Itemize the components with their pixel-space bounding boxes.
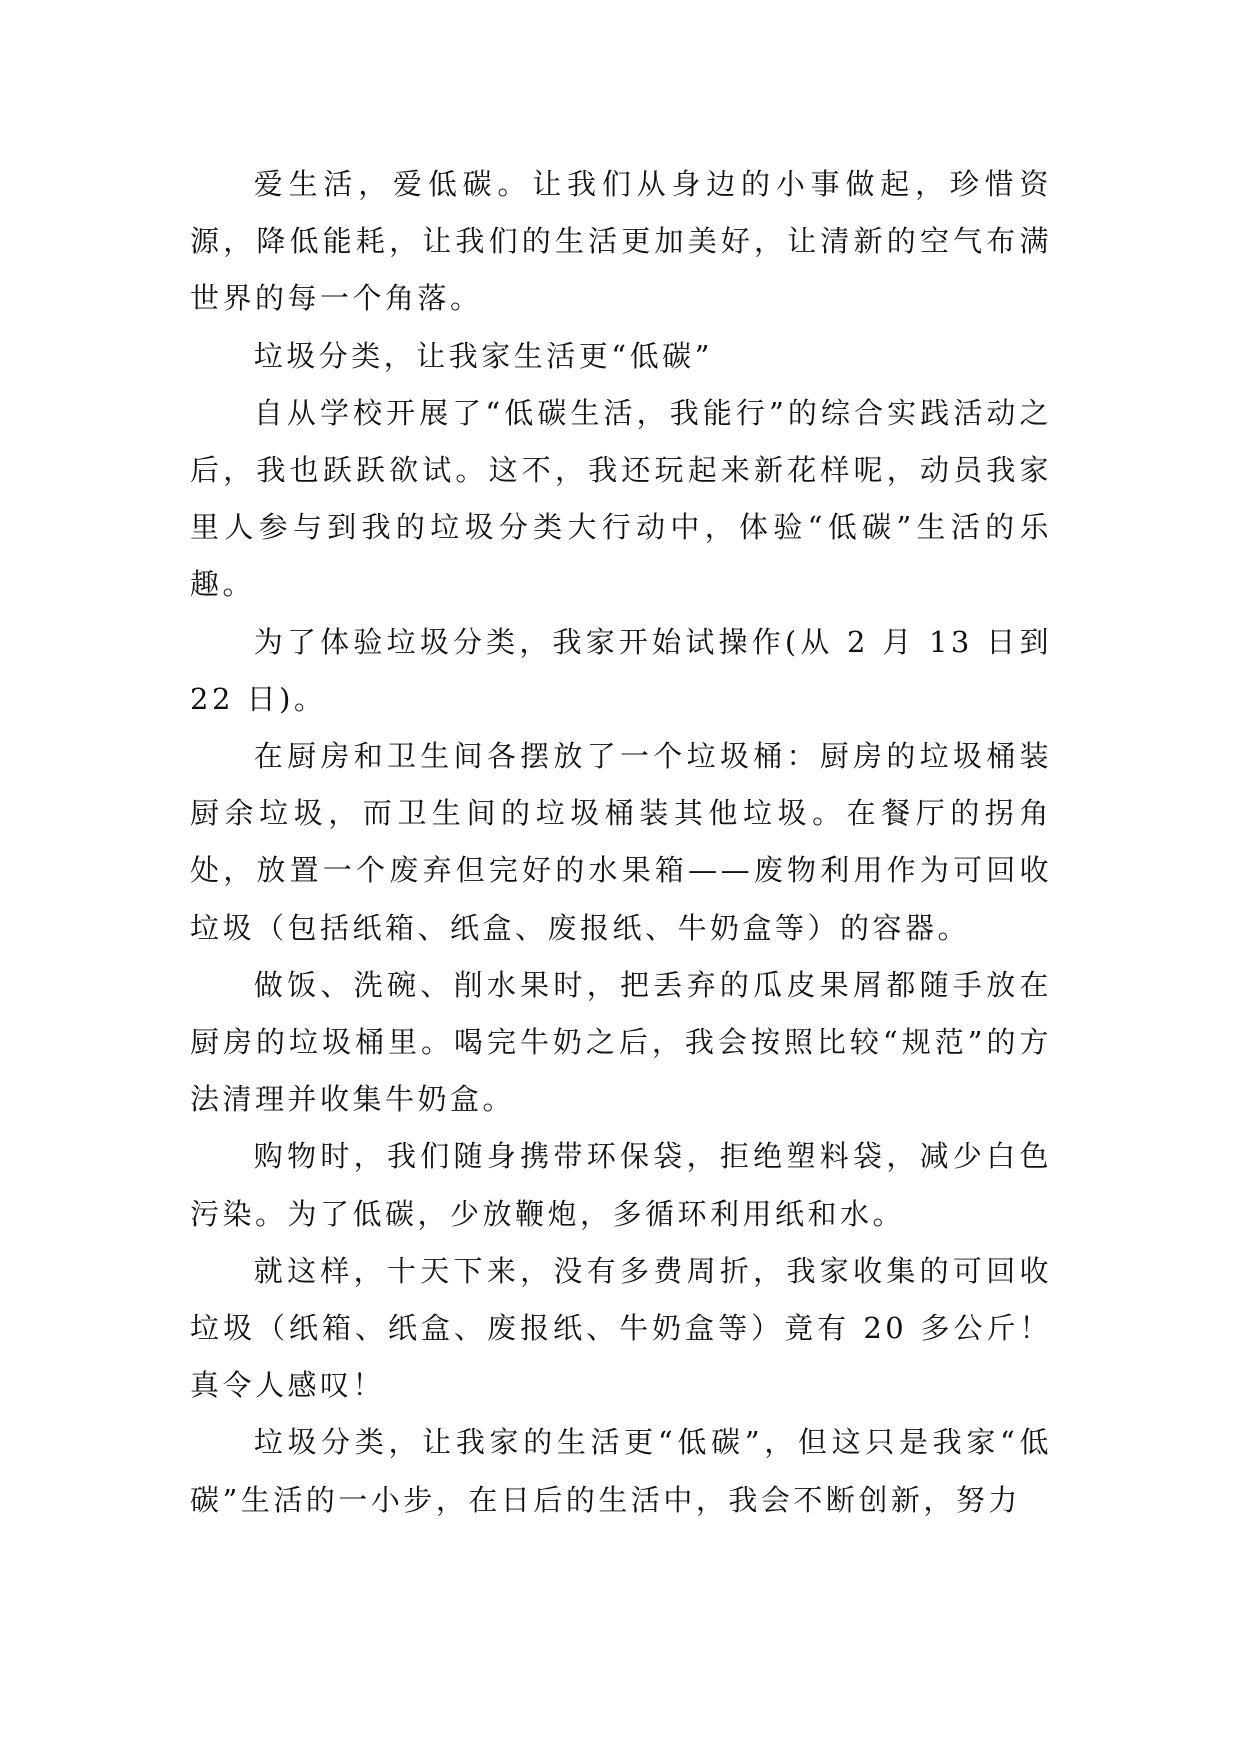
paragraph-trial-dates: 为了体验垃圾分类，我家开始试操作(从 2 月 13 日到 22 日)。 [190,624,1052,716]
paragraph-activity: 自从学校开展了“低碳生活，我能行”的综合实践活动之后，我也跃跃欲试。这不，我还玩起来新花样呢，动员我家里人参与到我的垃圾分类大行动中，体验“低碳”生活的乐趣。 [190,395,1052,602]
paragraph-shopping: 购物时，我们随身携带环保袋，拒绝塑料袋，减少白色污染。为了低碳，少放鞭炮，多循环利用纸和水。 [190,1139,1052,1231]
paragraph-heading: 垃圾分类，让我家生活更“低碳” [253,338,713,373]
paragraph-result: 就这样，十天下来，没有多费周折，我家收集的可回收垃圾（纸箱、纸盒、废报纸、牛奶盒等）竟有 20 多公斤！真令人感叹！ [190,1253,1052,1403]
paragraph-conclusion: 垃圾分类，让我家的生活更“低碳”，但这只是我家“低碳”生活的一小步，在日后的生活中，我会不断创新，努力 [190,1425,1052,1517]
paragraph-bins: 在厨房和卫生间各摆放了一个垃圾桶：厨房的垃圾桶装厨余垃圾，而卫生间的垃圾桶装其他垃圾。在餐厅的拐角处，放置一个废弃但完好的水果箱——废物利用作为可回收垃圾（包括纸箱、纸盒、废报纸、牛奶盒等）的容器。 [190,739,1052,945]
paragraph-intro: 爱生活，爱低碳。让我们从身边的小事做起，珍惜资源，降低能耗，让我们的生活更加美好，让清新的空气布满世界的每一个角落。 [190,167,1052,316]
document-body [190,156,1052,1529]
paragraph-kitchen: 做饭、洗碗、削水果时，把丢弃的瓜皮果屑都随手放在厨房的垃圾桶里。喝完牛奶之后，我会按照比较“规范”的方法清理并收集牛奶盒。 [190,967,1052,1117]
